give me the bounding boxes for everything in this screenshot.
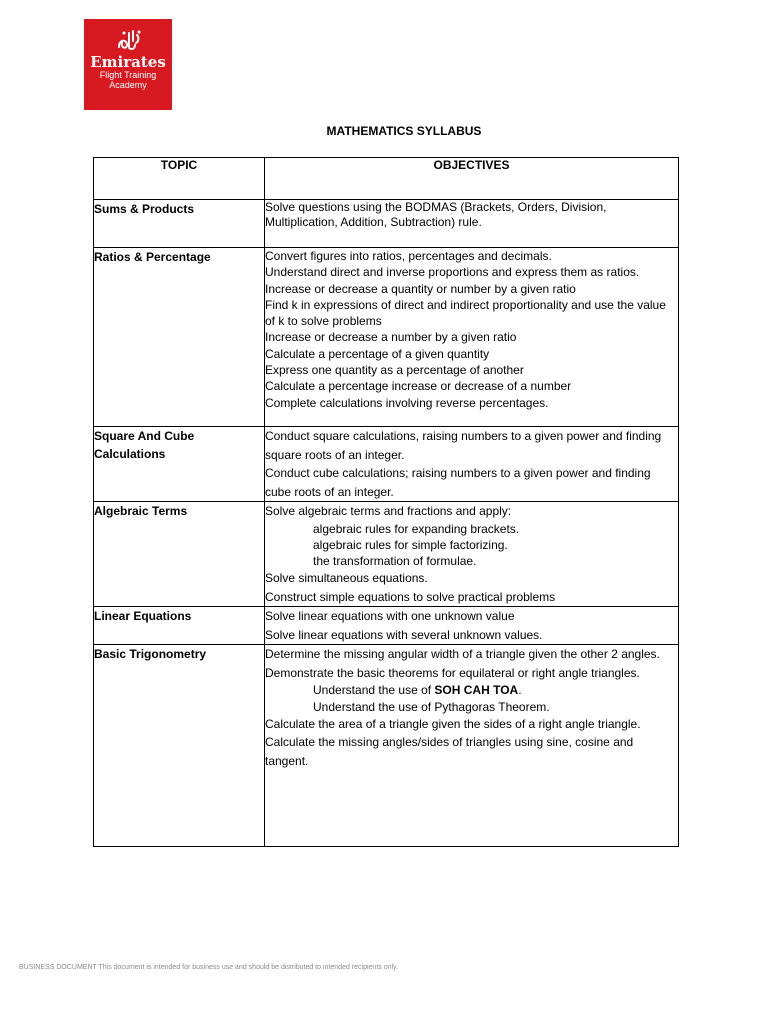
objective-line: Calculate a percentage increase or decrease of a number (265, 379, 572, 394)
objective-line: Increase or decrease a number by a given ratio (265, 330, 517, 345)
objectives-cell (265, 427, 679, 502)
objective-line: Calculate the area of a triangle given the sides of a right angle triangle. (265, 716, 641, 731)
emirates-calligraphy-icon (113, 27, 143, 53)
objective-line: Solve simultaneous equations. (265, 571, 428, 586)
objective-line: Construct simple equations to solve practical problems (265, 589, 556, 604)
footer-note: BUSINESS DOCUMENT This document is intended for business use and should be distributed to intended recipients only. (19, 964, 398, 971)
logo-line-2: Academy (109, 80, 147, 90)
objective-line: Demonstrate the basic theorems for equilateral or right angle triangles. (265, 665, 640, 680)
soh-cah-toa-emphasis: SOH CAH TOA (434, 683, 519, 698)
objective-line: Convert figures into ratios, percentages and decimals. (265, 249, 552, 263)
header-objectives: OBJECTIVES (265, 158, 679, 200)
topic-cell: Algebraic Terms (94, 502, 265, 607)
logo-line-1: Flight Training (99, 70, 157, 80)
objective-line: Solve questions using the BODMAS (Brackets, Orders, Division, Multiplication, Addition, Subtraction) rule. (265, 200, 607, 229)
objective-line: Complete calculations involving reverse percentages. (265, 395, 549, 410)
emirates-logo (84, 19, 172, 110)
objective-line: Solve linear equations with several unknown values. (265, 627, 543, 642)
objective-subline: Understand the use of Pythagoras Theorem. (313, 699, 550, 714)
syllabus-table (93, 157, 679, 847)
logo-brand: Emirates (90, 53, 166, 71)
table-row (94, 607, 679, 645)
objective-subline (265, 682, 678, 698)
topic-cell: Linear Equations (94, 607, 265, 645)
objective-subline: algebraic rules for simple factorizing. (313, 537, 508, 552)
objective-line: Conduct cube calculations; raising numbers to a given power and finding cube roots of an integer. (265, 466, 651, 499)
objectives-cell (265, 607, 679, 645)
page-title: MATHEMATICS SYLLABUS (326, 124, 482, 138)
topic-cell: Ratios & Percentage (94, 248, 265, 427)
objective-line: Calculate the missing angles/sides of triangles using sine, cosine and tangent. (265, 735, 634, 768)
table-row (94, 502, 679, 607)
objective-line: Solve linear equations with one unknown value (265, 609, 515, 624)
objectives-cell (265, 502, 679, 607)
objectives-cell (265, 200, 679, 248)
objective-line: Conduct square calculations, raising numbers to a given power and finding square roots of an integer. (265, 429, 662, 462)
objective-line: Determine the missing angular width of a triangle given the other 2 angles. (265, 647, 660, 662)
objective-line: Increase or decrease a quantity or number by a given ratio (265, 281, 576, 296)
objectives-cell (265, 645, 679, 847)
table-row (94, 248, 679, 427)
objectives-cell (265, 248, 679, 427)
objective-period: . (518, 683, 522, 698)
topic-cell: Sums & Products (94, 200, 265, 248)
objective-subline: the transformation of formulae. (313, 554, 477, 569)
topic-cell: Square And Cube Calculations (94, 427, 265, 502)
objective-line: Solve algebraic terms and fractions and apply: (265, 504, 512, 518)
topic-cell: Basic Trigonometry (94, 645, 265, 847)
objective-line: Understand direct and inverse proportions and express them as ratios. (265, 265, 640, 280)
header-topic: TOPIC (94, 158, 265, 200)
objective-line: Find k in expressions of direct and indirect proportionality and use the value of k to solve problems (265, 297, 666, 329)
objective-line: Express one quantity as a percentage of another (265, 363, 524, 378)
objective-text: Understand the use of (313, 683, 432, 698)
objective-line: Calculate a percentage of a given quantity (265, 346, 490, 361)
objective-subline: algebraic rules for expanding brackets. (313, 521, 520, 536)
table-row (94, 200, 679, 248)
table-row (94, 427, 679, 502)
table-row (94, 645, 679, 847)
table-header-row (94, 158, 679, 200)
